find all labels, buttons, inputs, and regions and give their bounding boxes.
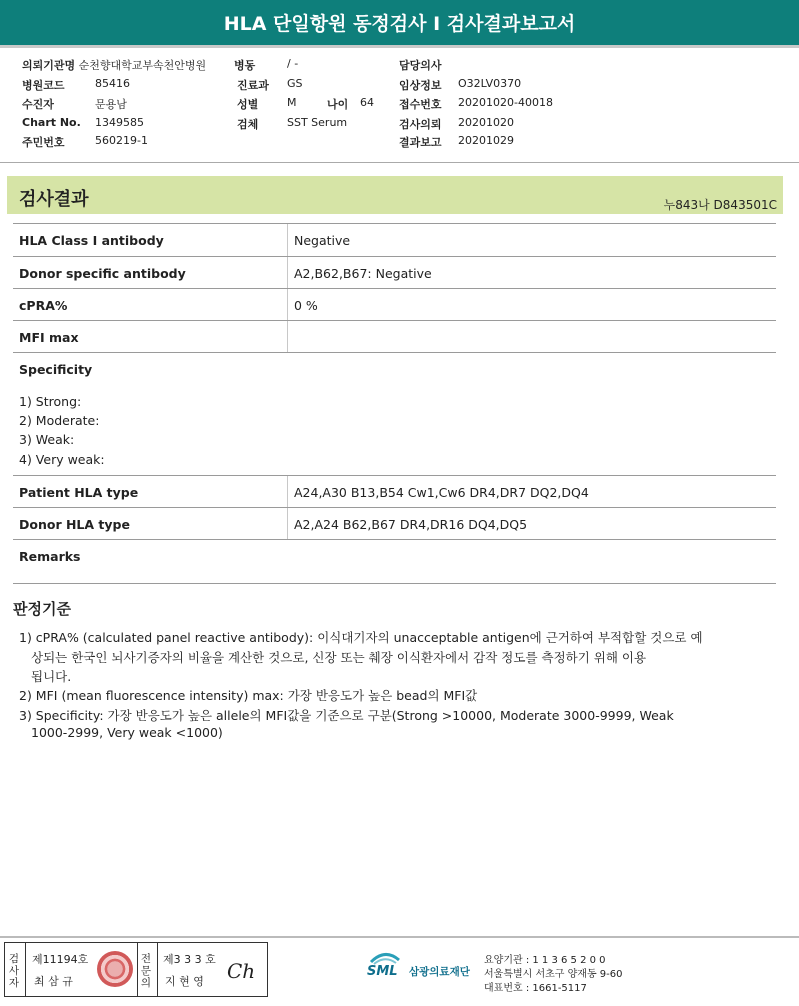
remarks-label: Remarks	[19, 549, 81, 564]
request-value: 20201020	[458, 116, 514, 129]
approver-vertical-label: 전문의	[140, 953, 152, 989]
row-mfi	[13, 320, 776, 352]
row-patient-hla	[13, 475, 776, 507]
specificity-item: 3) Weak:	[19, 432, 75, 447]
col-divider	[287, 508, 288, 539]
col-divider	[287, 321, 288, 352]
col-divider	[287, 476, 288, 507]
specimen-label: 검체	[237, 118, 259, 131]
approver-name: 지 현 영	[165, 975, 204, 988]
receipt-label: 접수번호	[399, 98, 442, 111]
row-specificity	[13, 352, 776, 475]
signature-box	[4, 942, 268, 997]
donor-hla-value: A2,A24 B62,B67 DR4,DR16 DQ4,DQ5	[294, 517, 528, 532]
hospital-code-label: 병원코드	[22, 79, 65, 92]
sex-label: 성별	[237, 98, 259, 111]
dept-label: 진료과	[237, 79, 269, 92]
report-date-label: 결과보고	[399, 136, 442, 149]
col-divider	[287, 224, 288, 256]
specificity-item: 2) Moderate:	[19, 413, 100, 428]
col-divider	[287, 257, 288, 288]
resident-value: 560219-1	[95, 134, 148, 147]
approver-signature: Ch	[227, 959, 256, 983]
chart-value: 1349585	[95, 116, 144, 129]
row-dsa	[13, 256, 776, 288]
col-divider	[287, 289, 288, 320]
sign-divider	[157, 943, 158, 996]
org-address: 서울특별시 서초구 양재동 9-60	[484, 969, 623, 980]
specificity-item: 4) Very weak:	[19, 452, 105, 467]
results-heading-bar	[7, 176, 783, 214]
doctor-field: 담당의사	[399, 59, 442, 72]
patient-hla-label: Patient HLA type	[19, 485, 139, 500]
row-donor-hla	[13, 507, 776, 539]
header-divider	[0, 162, 799, 163]
ward-label: 병동	[234, 59, 256, 72]
request-label: 검사의뢰	[399, 118, 442, 131]
patient-label: 수진자	[22, 98, 54, 111]
approver-license: 제3 3 3 호	[163, 953, 216, 966]
sex-value: M	[287, 96, 297, 109]
row-remarks	[13, 539, 776, 583]
sign-divider	[137, 943, 138, 996]
dsa-value: A2,B62,B67: Negative	[294, 266, 432, 281]
tester-vertical-label: 검사자	[8, 953, 20, 989]
footer-divider	[0, 936, 799, 938]
report-title: HLA 단일항원 동정검사 I 검사결과보고서	[0, 0, 799, 48]
sign-divider	[25, 943, 26, 996]
mfi-label: MFI max	[19, 330, 79, 345]
row-class1	[13, 223, 776, 256]
logo-org-name: 삼광의료재단	[409, 966, 470, 978]
org-phone: 대표번호 : 1661-5117	[484, 983, 587, 994]
criteria-line: 2) MFI (mean fluorescence intensity) max: 가장 반응도가 높은 bead의 MFI값	[19, 688, 478, 703]
dept-value: GS	[287, 77, 303, 90]
institution-field: 의뢰기관명 순천향대학교부속천안병원	[22, 59, 207, 72]
donor-hla-label: Donor HLA type	[19, 517, 130, 532]
class1-label: HLA Class Ⅰ antibody	[19, 233, 164, 248]
tester-name: 최 삼 규	[34, 975, 73, 988]
clinical-label: 임상정보	[399, 79, 442, 92]
ward-value: / -	[287, 57, 299, 70]
patient-value: 문용남	[95, 98, 127, 111]
specificity-item: 1) Strong:	[19, 394, 82, 409]
criteria-line: 1) cPRA% (calculated panel reactive antibody): 이식대기자의 unacceptable antigen에 근거하여 부적합할 것으로 예	[19, 630, 703, 645]
official-seal-icon	[97, 951, 133, 987]
hospital-code-value: 85416	[95, 77, 130, 90]
report-date-value: 20201029	[458, 134, 514, 147]
dsa-label: Donor specific antibody	[19, 266, 186, 281]
logo-sml-text: SML	[367, 964, 398, 979]
age-value: 64	[360, 96, 374, 109]
org-code: 요양기관 : 1 1 3 6 5 2 0 0	[484, 955, 606, 966]
specimen-value: SST Serum	[287, 116, 348, 129]
receipt-value: 20201020-40018	[458, 96, 553, 109]
row-cpra	[13, 288, 776, 320]
results-bottom-line	[13, 583, 776, 584]
class1-value: Negative	[294, 233, 351, 248]
clinical-value: O32LV0370	[458, 77, 522, 90]
criteria-title: 판정기준	[13, 600, 71, 618]
criteria-line: 상되는 한국인 뇌사기증자의 비율을 계산한 것으로, 신장 또는 췌장 이식환자에서 감작 정도를 측정하기 위해 이용	[31, 650, 647, 665]
age-label: 나이	[327, 98, 349, 111]
criteria-line: 됩니다.	[31, 669, 72, 684]
test-code: 누843나 D843501C	[663, 198, 777, 212]
tester-license: 제11194호	[32, 953, 89, 966]
patient-hla-value: A24,A30 B13,B54 Cw1,Cw6 DR4,DR7 DQ2,DQ4	[294, 485, 589, 500]
criteria-line: 3) Specificity: 가장 반응도가 높은 allele의 MFI값을 기준으로 구분(Strong >10000, Moderate 3000-9999, Weak	[19, 708, 674, 723]
criteria-line: 1000-2999, Very weak <1000)	[31, 725, 223, 740]
cpra-value: 0 %	[294, 298, 318, 313]
specificity-label: Specificity	[19, 362, 93, 377]
results-heading: 검사결과	[19, 189, 89, 210]
sml-logo	[365, 950, 485, 990]
cpra-label: cPRA%	[19, 298, 68, 313]
resident-label: 주민번호	[22, 136, 65, 149]
chart-label: Chart No.	[22, 116, 81, 129]
